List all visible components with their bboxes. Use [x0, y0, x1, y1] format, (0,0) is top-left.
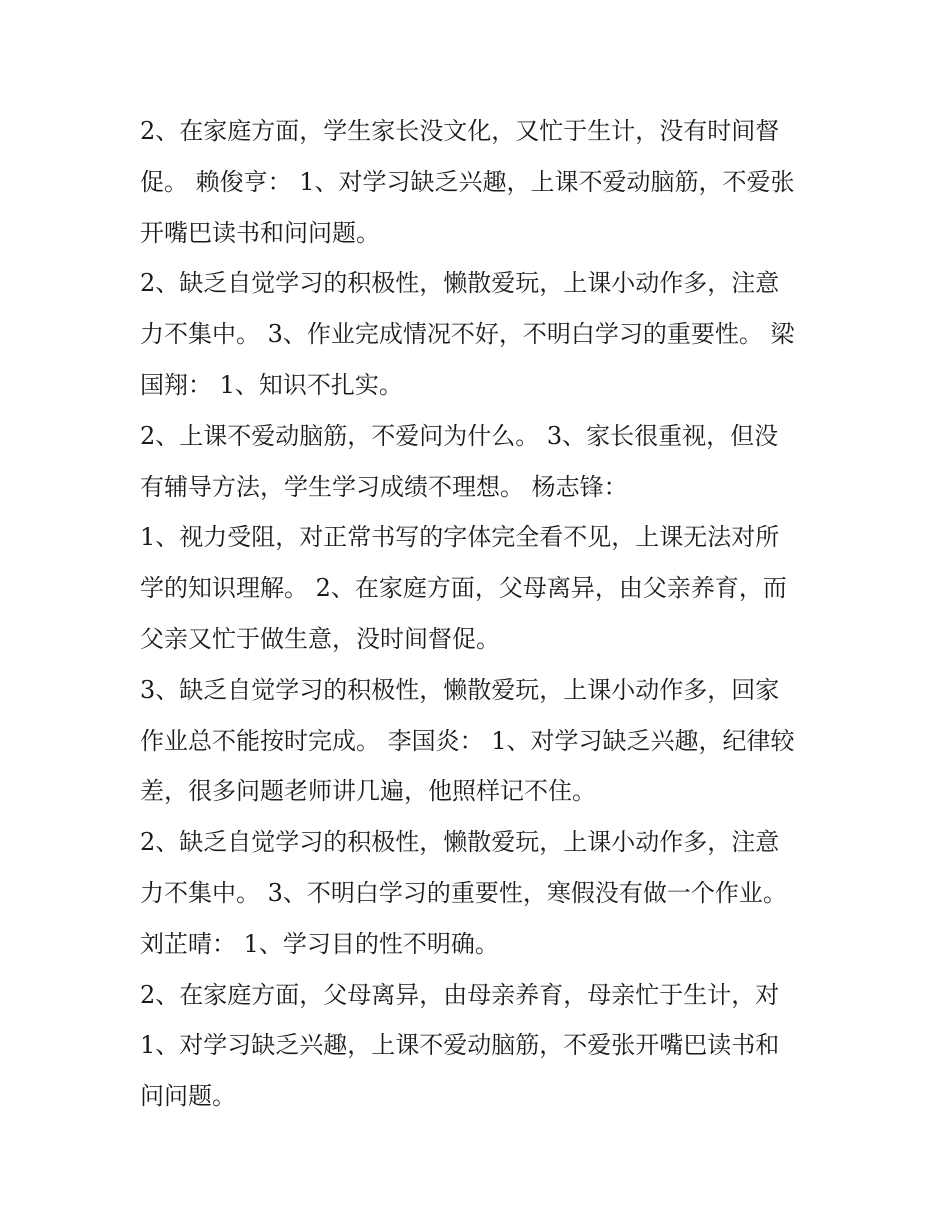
text-line: 2、在家庭方面，学生家长没文化，又忙于生计，没有时间督: [140, 117, 780, 145]
text-line: 刘芷晴： 1、学习目的性不明确。: [140, 929, 499, 958]
text-line: 2、上课不爱动脑筋，不爱问为什么。 3、家长很重视，但没: [140, 421, 779, 450]
text-line: 2、缺乏自觉学习的积极性，懒散爱玩，上课小动作多，注意: [140, 828, 780, 857]
text-line: 问问题。: [140, 1082, 236, 1111]
text-line: 1、视力受阻，对正常书写的字体完全看不见，上课无法对所: [140, 523, 780, 552]
text-line: 2、缺乏自觉学习的积极性，懒散爱玩，上课小动作多，注意: [140, 269, 780, 298]
text-line: 学的知识理解。 2、在家庭方面，父母离异，由父亲养育，而: [140, 574, 787, 603]
text-line: 父亲又忙于做生意，没时间督促。: [140, 624, 500, 653]
text-line: 力不集中。 3、作业完成情况不好，不明白学习的重要性。 梁: [140, 320, 795, 349]
body-text: [140, 106, 820, 1122]
text-line: 国翔： 1、知识不扎实。: [140, 370, 403, 399]
text-line: 作业总不能按时完成。 李国炎： 1、对学习缺乏兴趣，纪律较: [140, 726, 795, 755]
text-line: 2、在家庭方面，父母离异，由母亲养育，母亲忙于生计，对: [140, 980, 780, 1009]
text-line: 1、对学习缺乏兴趣，上课不爱动脑筋，不爱张开嘴巴读书和: [140, 1031, 780, 1060]
text-line: 有辅导方法，学生学习成绩不理想。 杨志锋：: [140, 472, 628, 501]
text-line: 差，很多问题老师讲几遍，他照样记不住。: [140, 777, 596, 806]
text-line: 3、缺乏自觉学习的积极性，懒散爱玩，上课小动作多，回家: [140, 675, 780, 704]
text-line: 力不集中。 3、不明白学习的重要性，寒假没有做一个作业。: [140, 878, 787, 907]
text-line: 开嘴巴读书和问问题。: [140, 218, 380, 247]
text-line: 促。 赖俊亨： 1、对学习缺乏兴趣，上课不爱动脑筋，不爱张: [140, 167, 795, 196]
